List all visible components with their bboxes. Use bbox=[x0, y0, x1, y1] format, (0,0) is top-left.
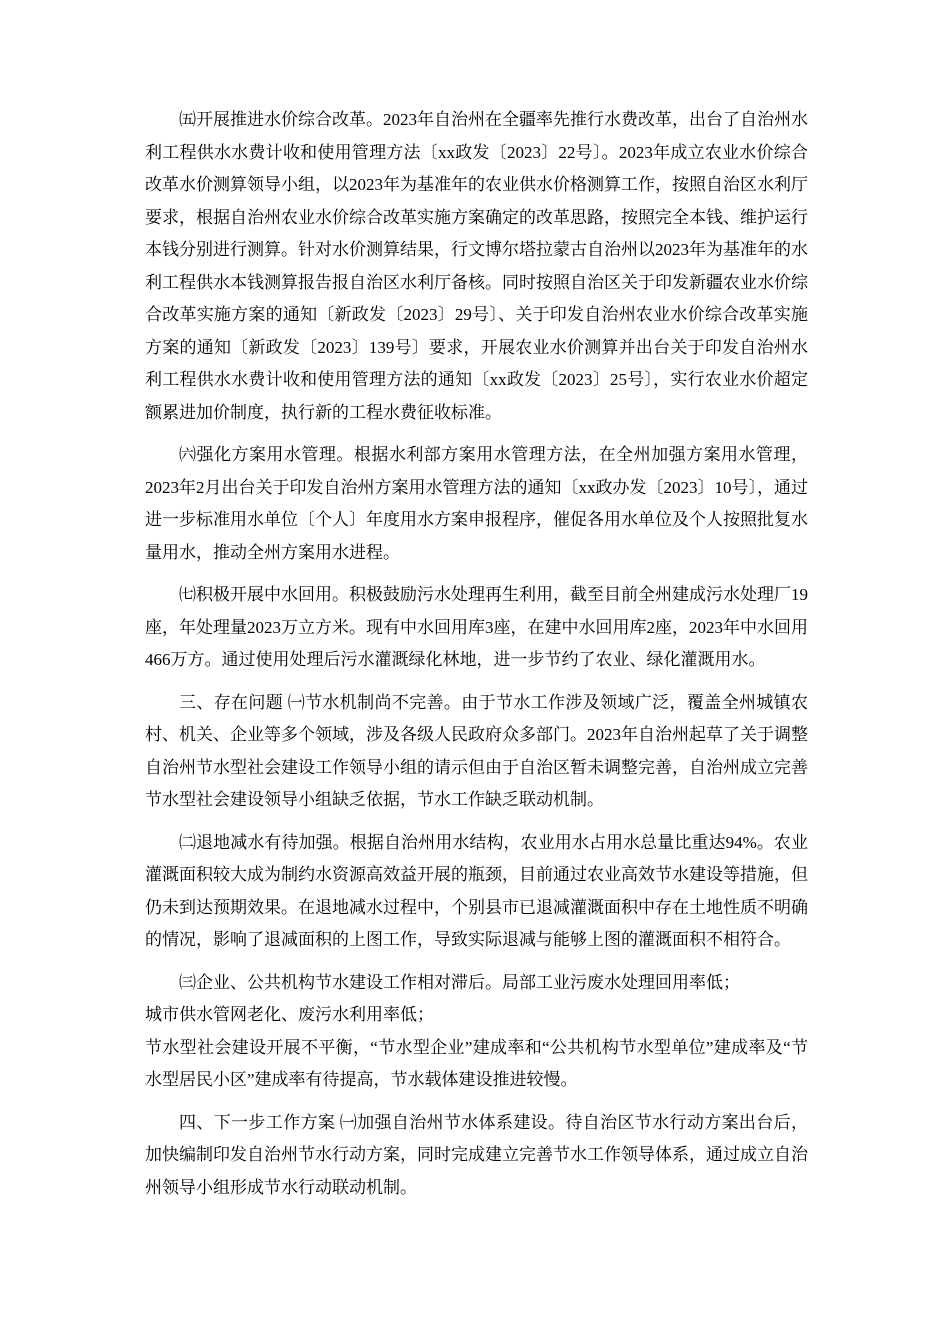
paragraph-water-use-plan: ㈥强化方案用水管理。根据水利部方案用水管理方法，在全州加强方案用水管理，2023年2月出台关于印发自治州方案用水管理方法的通知〔xx政办发〔2023〕10号〕，通过进一步标准用水单位〔个人〕年度用水方案申报程序，催促各用水单位及个人按照批复水量用水，推动全州方案用水进程。 bbox=[145, 445, 808, 562]
paragraph-problems-mechanism: 三、存在问题 ㈠节水机制尚不完善。由于节水工作涉及领域广泛，覆盖全州城镇农村、机关、企业等多个领域，涉及各级人民政府众多部门。2023年自治州起草了关于调整自治州节水型社会建设工作领导小组的请示但由于自治区暂未调整完善，自治州成立完善节水型社会建设领导小组缺乏依据，节水工作缺乏联动机制。 bbox=[145, 692, 808, 809]
paragraph-next-steps: 四、下一步工作方案 ㈠加强自治州节水体系建设。待自治区节水行动方案出台后，加快编制印发自治州节水行动方案，同时完成建立完善节水工作领导体系，通过成立自治州领导小组形成节水行动联动机制。 bbox=[145, 1112, 808, 1197]
paragraph-pipe-network-aging: 城市供水管网老化、废污水利用率低； bbox=[145, 1005, 434, 1024]
paragraph-water-reuse: ㈦积极开展中水回用。积极鼓励污水处理再生利用，截至目前全州建成污水处理厂19座，年处理量2023万立方米。现有中水回用库3座，在建中水回用库2座，2023年中水回用466万方。通过使用处理后污水灌溉绿化林地，进一步节约了农业、绿化灌溉用水。 bbox=[145, 585, 808, 669]
paragraph-land-water-reduction: ㈡退地减水有待加强。根据自治州用水结构，农业用水占用水总量比重达94%。农业灌溉面积较大成为制约水资源高效益开展的瓶颈，目前通过农业高效节水建设等措施，但仍未到达预期效果。在退地减水过程中，个别县市已退减灌溉面积中存在土地性质不明确的情况，影响了退减面积的上图工作，导致实际退减与能够上图的灌溉面积不相符合。 bbox=[145, 832, 808, 949]
paragraph-water-price-reform: ㈤开展推进水价综合改革。2023年自治州在全疆率先推行水费改革，出台了自治州水利工程供水水费计收和使用管理方法〔xx政发〔2023〕22号〕。2023年成立农业水价综合改革水价测算领导小组，以2023年为基准年的农业供水价格测算工作，按照自治区水利厅要求，根据自治州农业水价综合改革实施方案确定的改革思路，按照完全本钱、维护运行本钱分别进行测算。针对水价测算结果，行文博尔塔拉蒙古自治州以2023年为基准年的水利工程供水本钱测算报告报自治区水利厅备核。同时按照自治区关于印发新疆农业水价综合改革实施方案的通知〔新政发〔2023〕29号〕、关于印发自治州农业水价综合改革实施方案的通知〔新政发〔2023〕139号〕要求，开展农业水价测算并出台关于印发自治州水利工程供水水费计收和使用管理方法的通知〔xx政发〔2023〕25号〕，实行农业水价超定额累进加价制度，执行新的工程水费征收标准。 bbox=[145, 110, 808, 422]
paragraph-unbalanced-construction: 节水型社会建设开展不平衡，“节水型企业”建成率和“公共机构节水型单位”建成率及“节水型居民小区”建成率有待提高，节水载体建设推进较慢。 bbox=[145, 1037, 808, 1089]
paragraph-enterprise-lag: ㈢企业、公共机构节水建设工作相对滞后。局部工业污废水处理回用率低； bbox=[179, 972, 740, 992]
